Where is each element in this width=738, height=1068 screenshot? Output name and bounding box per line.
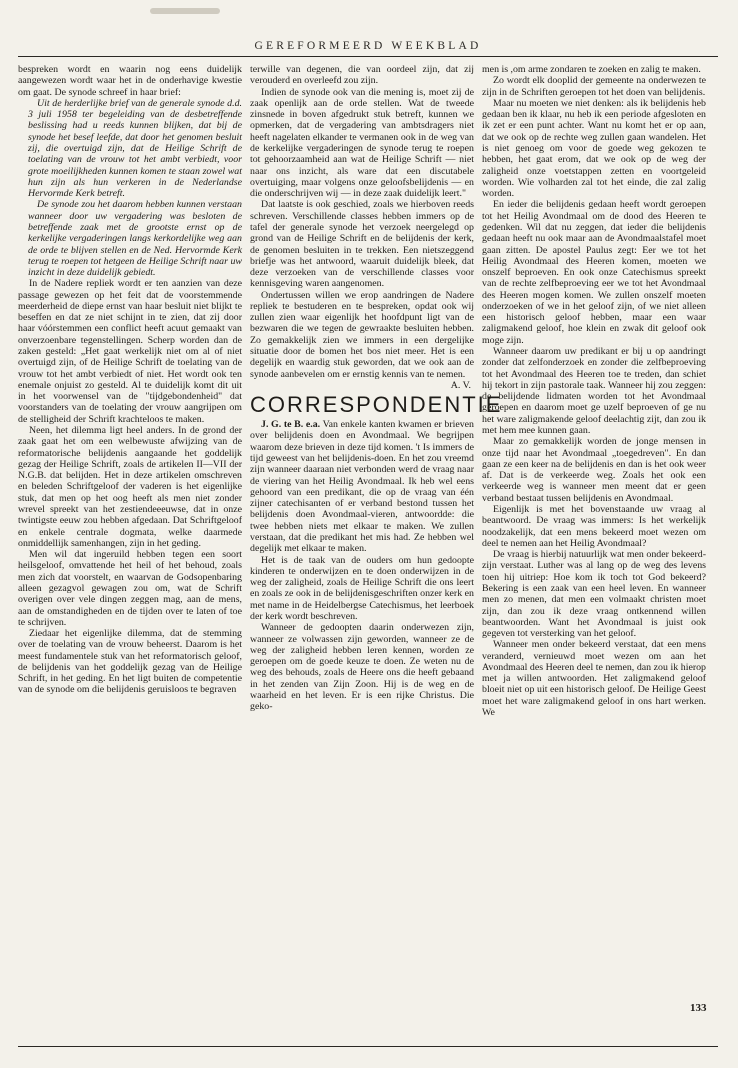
signature-text: A. V. [450, 379, 471, 391]
scan-artifact [150, 8, 220, 14]
paragraph: Eigenlijk is met het bovenstaande uw vraag al beantwoord. De vraag was immers: Is het werkelijk noodzakelijk, dat een mens bekeerd moet wezen om deel te nemen aan het Heilig Avondmaal? [482, 503, 706, 549]
author-signature [250, 380, 474, 391]
paragraph-text: Van enkele kanten kwamen er brieven over belijdenis doen en Avondmaal. We begrijpen waarom deze brieven in deze tijd komen. 't Is immers de tijd geweest van het belijdenis-doen. En het zou vreemd zijn wanneer daaraan niet verbonden werd de vraag naar de viering van het Heilig Avondmaal. Ik heb wel eens gehoord van een predikant, die op de vraag van één zijner catechisanten of er verband bestond tussen het belijdenis doen Avondmaal-vieren, antwoordde: die twee hebben niets met elkaar te maken. We zullen verstaan, dat die predikant het mis had. Ze hebben wel degelijk met elkaar te maken. [250, 419, 474, 555]
publication-title: GEREFORMEERD WEEKBLAD [254, 40, 482, 52]
quoted-paragraph: De synode zou het daarom hebben kunnen verstaan wanneer door uw vergadering was besloten de betreffende zaak met de grootste ernst op de kerkelijke vergaderingen langs kerkordelijke weg aan de orde te blijven stellen en de Ned. Hervormde Kerk terug te roepen tot hetgeen de Heilige Schrift naar uw inzicht in deze duidelijk gebiedt. [28, 199, 242, 279]
paragraph: Dat laatste is ook geschied, zoals we hierboven reeds schreven. Verschillende classes hebben immers op de tafel der generale synode het verzoek neergelegd op grond van de Heilige Schrift en de belijdenis der kerk, de genomen besluiten in te trekken. Een nietszeggend briefje was het antwoord, waaruit duidelijk bleek, dat deze verzoeken van de verschillende classes voor kennisgeving waren aangenomen. [250, 199, 474, 290]
paragraph: Wanneer de gedoopten daarin onderwezen zijn, wanneer ze volwassen zijn geworden, wanneer ze de weg der zaligheid hebben leren kennen, worden ze geroepen om de goede keuze te doen. Ze weten nu de weg des behouds, zoals de Heere ons die heeft gebaand in het zenden van Zijn Zoon. Hij is de weg en de waarheid en het leven. Er is een rijke Christus. Die geko- [250, 622, 474, 713]
column-3 [482, 64, 706, 718]
paragraph: Ziedaar het eigenlijke dilemma, dat de stemming over de toelating van de vrouw beheerst. Daarom is het meest fundamentele stuk van het reformatorisch geloof, de belijdenis van het goddelijk gezag van de Heilige Schrift, in het geding. En het ligt buiten de competentie van de synode om die belijdenis geruisloos te begraven [18, 628, 242, 696]
masthead [18, 36, 718, 58]
section-heading: CORRESPONDENTIE [250, 392, 503, 418]
paragraph: Ondertussen willen we erop aandringen de Nadere repliek te bestuderen en te bespreken, opdat ook wij zullen zien waar eigenlijk het hoofdpunt ligt van de bezwaren die we tegen de gewraakte besluiten hebben. Zo gemakkelijk zien we immers in een dergelijke situatie door de bomen het bos niet meer. Het is een degelijk en waardig stuk geworden, dat we ook aan de synode aanbevelen om er ernstig kennis van te nemen. [250, 289, 474, 380]
paragraph: Maar zo gemakkelijk worden de jonge mensen in onze tijd naar het Avondmaal „toegedreven". En dan gaan ze een keer na de belijdenis en dan is het ook weer af. Dat is de verkeerde weg. Zoals het ook een verkeerde weg is wanneer men meent dat er geen verband bestaat tussen belijdenis en Avondmaal. [482, 436, 706, 504]
paragraph: Het is de taak van de ouders om hun gedoopte kinderen te onderwijzen en te doen onderwijzen in de weg der zaligheid, zoals de Heilige Schrift die ons leert en zoals ze ook in de belijdenisgeschriften onzer kerk en met name in de Heidelbergse Catechismus, het leerboek der kerk wordt beschreven. [250, 554, 474, 622]
paragraph: Wanneer men onder bekeerd verstaat, dat een mens veranderd, vernieuwd moet wezen om aan het Avondmaal des Heeren deel te nemen, dan zou ik hierop met ja willen antwoorden. Het zaligmakend geloof bloeit niet op uit een historisch geloof. De Heilige Geest moet het ware zaligmakend geloof in ons hart werken. We [482, 639, 706, 719]
header-rule [18, 56, 718, 57]
paragraph: terwille van degenen, die van oordeel zijn, dat zij verouderd en overleefd zou zijn. [250, 64, 474, 87]
quoted-paragraph: Uit de herderlijke brief van de generale synode d.d. 3 juli 1958 ter begeleiding van de desbetreffende beslissing had u reeds kunnen blijken, dat bij de synode het besef leefde, dat door het genomen besluit zij, die overtuigd zijn, dat de Heilige Schrift de toelating van de vrouw tot het ambt verbiedt, voor grote moeilijkheden kunnen komen te staan zowel wat hun zijn als hun verkeren in de Nederlandse Hervormde Kerk betreft. [28, 97, 242, 200]
paragraph-with-lead [250, 419, 474, 554]
paragraph: In de Nadere repliek wordt er ten aanzien van deze passage gewezen op het feit dat de voorstemmende meerderheid de diepe ernst van haar besluit niet blijkt te beseffen en dat ze niet schijnt in te zien, dat zij door haar vóórstemmen een conflict heeft acuut gemaakt van onverzoenbare tegenstellingen. Scherp worden dan de zaken gesteld: „Het gaat werkelijk niet om al of niet overtuigd zijn, of de Heilige Schrift de toelating van de vrouw tot het ambt verbiedt of niet. Het wordt ook ten enemale onjuist zo gesteld. Al te duidelijk komt dit uit in het voorwensel van de "tijdgebondenheid" dat voorstanders van de toelating der vrouw aangrijpen om de stelligheid der Schrift krachteloos te maken. [18, 278, 242, 425]
paragraph: men is ,om arme zondaren te zoeken en zalig te maken. [482, 64, 701, 75]
paragraph: Zo wordt elk dooplid der gemeente na onderwezen te zijn in de Schriften geroepen tot het doen van belijdenis. [482, 75, 706, 98]
page-number: 133 [690, 1002, 707, 1014]
paragraph: Neen, het dilemma ligt heel anders. In de grond der zaak gaat het om een welbewuste afwijzing van de reformatorische belijdenis aangaande het goddelijk gezag der Heilige Schrift, zoals de artikelen II—VII der N.G.B. dat belijden. Het in deze artikelen omschreven en beleden Schriftgeloof der vaderen is het eigenlijke stuk, dat men op het oog heeft als men niet zonder wrevel spreekt van het zestiendeeeuwse, dat in onze twintigste eeuw zou hebben afgedaan. Dat Schriftgeloof en enkele centrale dogmata, welke daarmede onmiddellijk samenhangen, zijn in het geding. [18, 425, 242, 549]
column-2 [250, 64, 503, 713]
footer-rule [18, 1046, 718, 1047]
paragraph: De vraag is hierbij natuurlijk wat men onder bekeerd-zijn verstaat. Luther was al lang op de weg des levens toen hij uitriep: Hoe kom ik toch tot God bekeerd? Bekering is een zaak van een heel leven. En wanneer men zo menen, dat men een volmaakt christen moet zijn, dan zou ik deze vraag ontkennend willen beantwoorden. Want het Avondmaal is juist ook gegeven tot versterking van het geloof. [482, 549, 706, 640]
paragraph: Men wil dat ingeruild hebben tegen een soort heilsgeloof, omvattende het heil of het behoud, zoals men zich dat voorstelt, en waarvan de Godsopenbaring alleen gezagvol gewagen zou om, wat de Schrift overigen over vele dingen zeggen mag, aan de mens, aan de omstandigheden en de tijden over te laten of toe te schrijven. [18, 549, 242, 628]
paragraph: Indien de synode ook van die mening is, moet zij de zaak openlijk aan de orde stellen. Wat de tweede zinsnede in boven afgedrukt stuk betreft, kunnen we opmerken, dat de vergadering van ambtsdragers niet heeft nagelaten elkander te vermanen ook in de weg van de kerkelijke vergaderingen de synode terug te roepen tot gehoorzaamheid aan wat de Heilige Schrift — niet naar ons inzicht, als ware dat een discutabele overtuiging, maar volgens onze geloofsbelijdenis — en die onderschrijven wij — in deze zaak duidelijk leert." [250, 86, 474, 200]
paragraph: bespreken wordt en waarin nog eens duidelijk aangewezen wordt waar het in de onderhavige kwestie om gaat. De synode schreef in haar brief: [18, 64, 242, 98]
column-1 [18, 64, 242, 696]
paragraph: En ieder die belijdenis gedaan heeft wordt geroepen tot het Heilig Avondmaal om de dood des Heeren te gedenken. Wil dat nu zeggen, dat ieder die belijdenis gedaan heeft nu ook maar aan de Avondmaalstafel moet gaan zitten. De apostel Paulus zegt: Eer we tot het Heilig Avondmaal des Heeren komen, moeten we onszelf beproeven. En ook onze Catechismus spreekt van de rechte zelfbeproeving eer we tot het Avondmaal des Heeren mogen komen. We zullen onszelf moeten onderzoeken of we in het geloof zijn, of we niet alleen een historisch geloof hebben, maar een waar zaligmakend geloof, hoe klein en zwak dit geloof ook moge zijn. [482, 199, 706, 346]
letter-addressee: J. G. te B. e.a. [261, 419, 321, 431]
paragraph: Wanneer daarom uw predikant er bij u op aandringt zonder dat zelfonderzoek en zonder die zelfbeproeving tot het Avondmaal des Heeren toe te treden, dan schiet hij tekort in zijn pastorale taak. Wanneer hij zou zeggen: de belijdende lidmaten worden tot het Avondmaal geroepen en daarom moet ge uzelf beproeven of ge nu het ware zaligmakende geloof deelachtig zijt, dan zou ik met hem mee kunnen gaan. [482, 346, 706, 436]
paragraph: Maar nu moeten we niet denken: als ik belijdenis heb gedaan ben ik klaar, nu heb ik een periode afgesloten en ik zet er een punt achter. Want nu komt het er op aan, dat we ook op de rechte weg zullen gaan wandelen. Het is niet genoeg om voor de goede weg gekozen te hebben, het gaat erom, dat we ook op de weg der zaligheid onze voetstappen zetten en voortgeleid worden. Wie volharden zal tot het einde, die zal zalig worden. [482, 97, 706, 200]
